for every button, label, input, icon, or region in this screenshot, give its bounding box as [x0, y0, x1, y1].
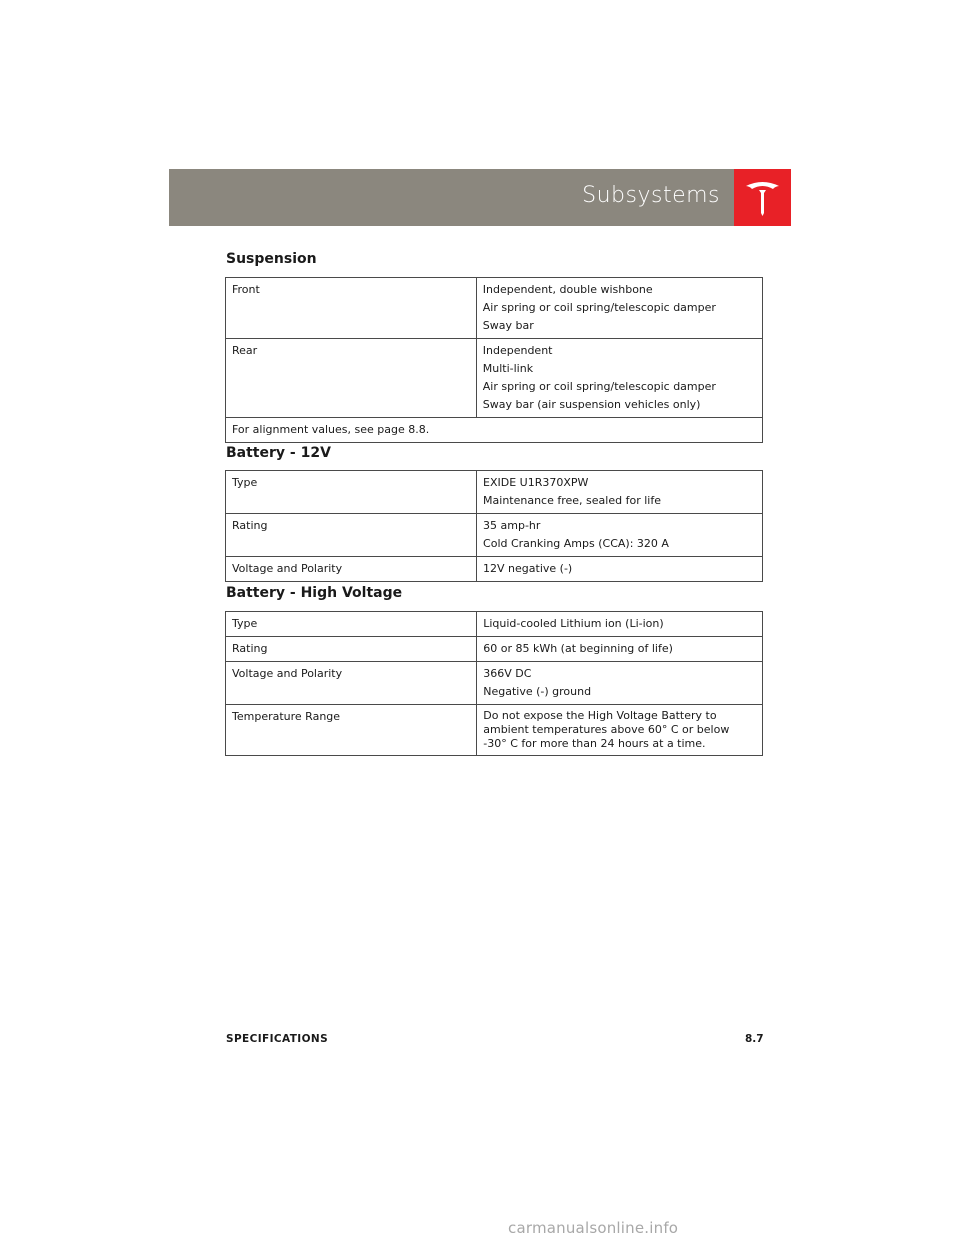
table-row — [226, 471, 763, 514]
section-heading-battery-12v: Battery - 12V — [226, 445, 331, 461]
row-label: Temperature Range — [226, 705, 477, 756]
footer-page-number: 8.7 — [745, 1033, 764, 1045]
value-line: Cold Cranking Amps (CCA): 320 A — [483, 537, 669, 550]
row-value — [477, 637, 763, 662]
section-heading-suspension: Suspension — [226, 251, 317, 267]
watermark: carmanualsonline.info — [508, 1219, 679, 1237]
row-label: Rear — [226, 339, 477, 418]
row-value — [477, 705, 763, 756]
value-line: 60 or 85 kWh (at beginning of life) — [483, 642, 673, 655]
value-line: Air spring or coil spring/telescopic damper — [482, 380, 716, 393]
value-line: 12V negative (-) — [483, 562, 573, 575]
table-row — [226, 418, 763, 443]
table-row — [226, 278, 763, 339]
value-line: Sway bar (air suspension vehicles only) — [482, 398, 701, 411]
row-label: Type — [226, 471, 477, 514]
row-label: Type — [226, 612, 477, 637]
value-line: Multi-link — [482, 362, 534, 375]
table-row — [226, 705, 763, 756]
row-value — [477, 471, 763, 514]
suspension-table — [225, 277, 763, 443]
row-label: Voltage and Polarity — [226, 662, 477, 705]
row-value — [476, 278, 762, 339]
page-title: Subsystems — [582, 183, 720, 208]
row-value — [477, 557, 763, 582]
value-line: Sway bar — [482, 319, 534, 332]
row-label: Front — [226, 278, 477, 339]
section-heading-battery-hv: Battery - High Voltage — [226, 585, 403, 601]
row-label: Rating — [226, 514, 477, 557]
battery-12v-table — [225, 470, 763, 582]
row-label: Rating — [226, 637, 477, 662]
table-row — [226, 339, 763, 418]
tesla-logo-icon — [734, 169, 791, 226]
value-line: Independent, double wishbone — [482, 283, 653, 296]
value-line: Do not expose the High Voltage Battery to ambient temperatures above 60° C or below -30° C for more than 24 hours at a time. — [483, 709, 730, 750]
value-line: Independent — [482, 344, 553, 357]
row-value — [476, 339, 762, 418]
value-line: Air spring or coil spring/telescopic damper — [482, 301, 716, 314]
footer-section-name: SPECIFICATIONS — [226, 1033, 329, 1045]
value-line: Maintenance free, sealed for life — [483, 494, 661, 507]
table-row — [226, 612, 763, 637]
table-row — [226, 637, 763, 662]
value-line: EXIDE U1R370XPW — [483, 476, 589, 489]
row-value — [477, 612, 763, 637]
battery-hv-table — [225, 611, 763, 756]
row-label: Voltage and Polarity — [226, 557, 477, 582]
value-line: 35 amp-hr — [483, 519, 541, 532]
row-value — [477, 662, 763, 705]
table-row — [226, 514, 763, 557]
table-row — [226, 557, 763, 582]
table-row — [226, 662, 763, 705]
value-line: Negative (-) ground — [483, 685, 592, 698]
value-line: Liquid-cooled Lithium ion (Li-ion) — [483, 617, 664, 630]
header-band — [169, 169, 734, 226]
row-value — [477, 514, 763, 557]
value-line: 366V DC — [483, 667, 532, 680]
alignment-note: For alignment values, see page 8.8. — [226, 418, 763, 443]
